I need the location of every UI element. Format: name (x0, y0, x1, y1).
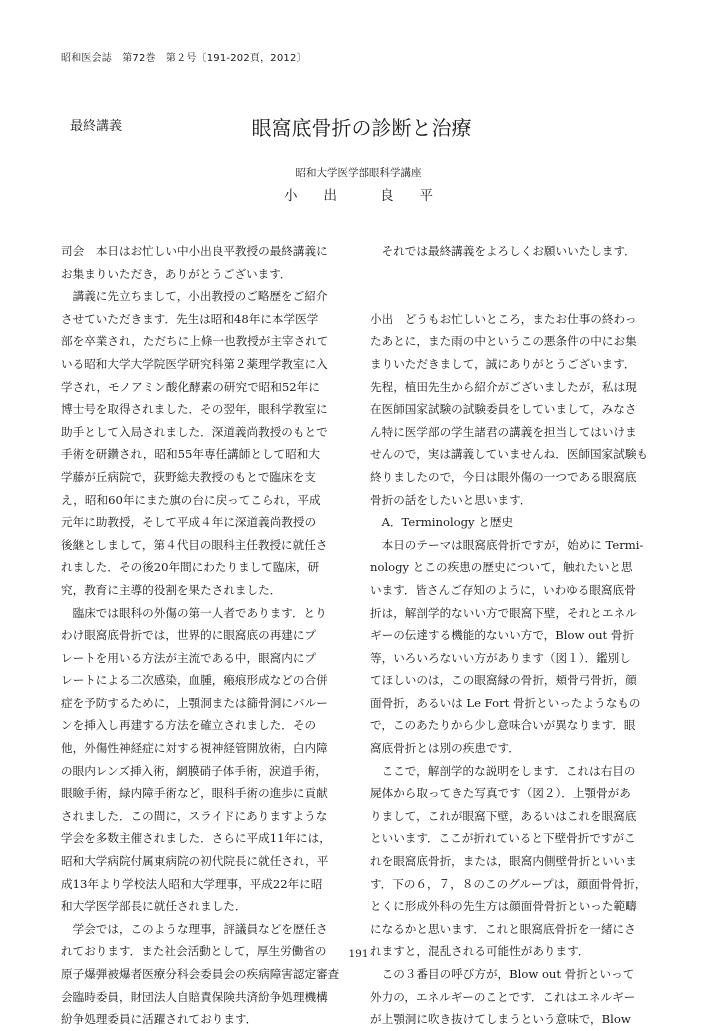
body-text-line: す．下の６，７，８のこのグループは，顔面骨骨折， (370, 876, 647, 891)
body-text-line: nology とこの疾患の歴史について，触れたいと思 (370, 560, 633, 575)
body-text-line: 窩底骨折とは別の疾患です． (370, 741, 520, 756)
body-text-line: てほしいのは，この眼窩縁の骨折，頬骨弓骨折，顔 (370, 673, 637, 688)
body-text-line: 原子爆弾被爆者医療分科会委員会の疾病障害認定審査 (61, 967, 340, 981)
body-column-left (61, 240, 352, 1031)
body-text-line: レートを用いる方法が主流である中，眼窩内にプ (61, 650, 317, 665)
body-text-line: ギーの伝達する機能的ないい方で，Blow out 骨折 (370, 628, 635, 643)
body-text-line: 後継としまして，第４代目の眼科主任教授に就任さ (61, 537, 328, 552)
body-text-line: ん特に医学部の学生諸君の講義を担当してはいけま (370, 424, 637, 439)
body-text-line: 症を予防するために，上顎洞または篩骨洞にバルー (61, 695, 328, 710)
body-text-line: 先程，植田先生から紹介がございましたが，私は現 (370, 379, 637, 394)
body-text-line: 在医師国家試験の試験委員をしていまして，みなさ (370, 402, 637, 417)
body-text-line: れました．その後20年間にわたりまして臨床，研 (61, 560, 320, 575)
body-text-line: されました．この間に，スライドにありますような (61, 808, 328, 823)
body-text-line: 屍体から取ってきた写真です（図２）．上顎骨があ (370, 786, 631, 801)
body-text-line: 学会では，このような理事，評議員などを歴任さ (61, 921, 328, 936)
body-text-line: ンを挿入し再建する方法を確立されました．その (61, 718, 317, 733)
body-text-line: れを眼窩底骨折，または，眼窩内側壁骨折といいま (370, 854, 637, 869)
body-text-line: A．Terminology と歴史 (370, 515, 514, 530)
body-text-line: 終りましたので，今日は眼外傷の一つである眼窩底 (370, 469, 637, 484)
body-text-line: 会臨時委員，財団法人自賠責保険共済紛争処理機構 (61, 989, 328, 1004)
body-text-line: それでは最終講義をよろしくお願いいたします． (370, 244, 636, 258)
author-name-char: 出 (323, 188, 337, 204)
article-title: 眼窩底骨折の診断と治療 (251, 116, 472, 140)
body-text-line: といいます．ここが折れていると下壁骨折ですがこ (370, 831, 636, 846)
body-text-line: 他，外傷性神経症に対する視神経管開放術，白内障 (61, 741, 328, 756)
body-text-line: まりいただきまして，誠にありがとうございます． (370, 356, 636, 371)
body-text-line: 部を卒業され，ただちに上條一也教授が主宰されて (61, 334, 329, 349)
body-text-line: 成13年より学校法人昭和大学理事，平成22年に昭 (61, 876, 323, 891)
author-affiliation: 昭和大学医学部眼科学講座 (295, 167, 422, 179)
body-text-line: れております．また社会活動として，厚生労働省の (61, 944, 327, 959)
body-text-line: 学会を多数主催されました．さらに平成11年には， (61, 831, 331, 846)
author-name-char: 小 (284, 188, 298, 204)
body-text-line: 眼瞼手術，緑内障手術など，眼科手術の進歩に貢献 (61, 786, 328, 801)
author-name (0, 184, 717, 204)
body-text-line: 講義に先立ちまして，小出教授のご略歴をご紹介 (61, 289, 328, 304)
body-column-right (370, 240, 661, 1031)
body-text-line: います．皆さんご存知のように，いわゆる眼窩底骨 (370, 582, 636, 597)
page-number: 191 (348, 948, 369, 960)
body-text-line: 元年に助教授，そして平成４年に深道義尚教授の (61, 515, 317, 530)
body-text-line: ここで，解剖学的な説明をします．これは右目の (370, 763, 636, 778)
body-text-line: この３番目の呼び方が，Blow out 骨折といって (370, 967, 635, 981)
author-name-char: 平 (419, 188, 433, 204)
author-name-char: 良 (380, 188, 394, 204)
body-text-line: 司会 本日はお忙しい中小出良平教授の最終講義に (61, 244, 328, 258)
body-text-line: わけ眼窩底骨折では，世界的に眼窩底の再建にプ (61, 628, 317, 643)
section-label: 最終講義 (70, 119, 123, 134)
body-text-line: 手術を研鑽され，昭和55年専任講師として昭和大 (61, 447, 320, 462)
body-text-line: レートによる二次感染，血腫，瘢痕形成などの合併 (61, 673, 328, 688)
body-text-line: で，このあたりから少し意味合いが異なります．眼 (370, 718, 636, 733)
body-text-line: 究，教育に主導的役割を果たされました． (61, 582, 282, 597)
body-text-line: が上顎洞に吹き抜けてしまうという意味で，Blow (370, 1012, 631, 1027)
body-text-line: 面骨折，あるいは Le Fort 骨折といったようなもの (370, 695, 641, 710)
body-text-line: たあとに，また雨の中というこの悪条件の中にお集 (370, 334, 637, 349)
body-text-line: せんので，実は講義していませんね．医師国家試験も (370, 447, 649, 462)
body-text-line: とくに形成外科の先生方は顔面骨骨折といった範疇 (370, 899, 637, 914)
body-text-line: 博士号を取得されました．その翌年，眼科学教室に (61, 402, 328, 417)
running-head: 昭和医会誌 第72巻 第２号〔191-202頁，2012〕 (61, 53, 307, 64)
body-text-line: 学され，モノアミン酸化酵素の研究で昭和52年に (61, 379, 320, 394)
body-text-line: れますと，混乱される可能性があります． (370, 944, 590, 959)
body-text-line: 折は，解剖学的ないい方で眼窩下壁，それとエネル (370, 605, 637, 620)
body-text-line: の眼内レンズ挿入術，網膜硝子体手術，涙道手術， (61, 763, 328, 778)
body-text-line: になるかと思います．これと眼窩底骨折を一緒にさ (370, 921, 636, 936)
body-text-line: 骨折の話をしたいと思います． (370, 492, 532, 507)
body-text-line: 臨床では眼科の外傷の第一人者であります．とり (61, 605, 327, 620)
body-text-line: りまして，これが眼窩下壁，あるいはこれを眼窩底 (370, 808, 637, 823)
body-text-line: させていただきます．先生は昭和48年に本学医学 (61, 311, 319, 326)
body-text-line: 等，いろいろないい方があります（図１）．鑑別し (370, 650, 631, 665)
body-text-line: 本日のテーマは眼窩底骨折ですが，始めに Termi- (370, 537, 644, 552)
body-text-line: 紛争処理委員に活躍されております． (61, 1012, 258, 1027)
body-text-line: 小出 どうもお忙しいところ，またお仕事の終わっ (370, 311, 637, 326)
body-text-line: 学藤が丘病院で，荻野総夫教授のもとで臨床を支 (61, 469, 316, 484)
body-text-line: え，昭和60年にまた旗の台に戻ってこられ，平成 (61, 492, 321, 507)
body-text-line: 外力の，エネルギーのことです．これはエネルギー (370, 989, 636, 1004)
body-text-line: いる昭和大学大学院医学研究科第２薬理学教室に入 (61, 356, 328, 371)
body-text-line: 和大学医学部長に就任されました． (61, 899, 247, 914)
body-text-line: 昭和大学病院付属東病院の初代院長に就任され，平 (61, 854, 329, 869)
body-text-line: お集まりいただき，ありがとうございます． (61, 266, 292, 281)
body-text-line: 助手として入局されました．深道義尚教授のもとで (61, 424, 328, 439)
